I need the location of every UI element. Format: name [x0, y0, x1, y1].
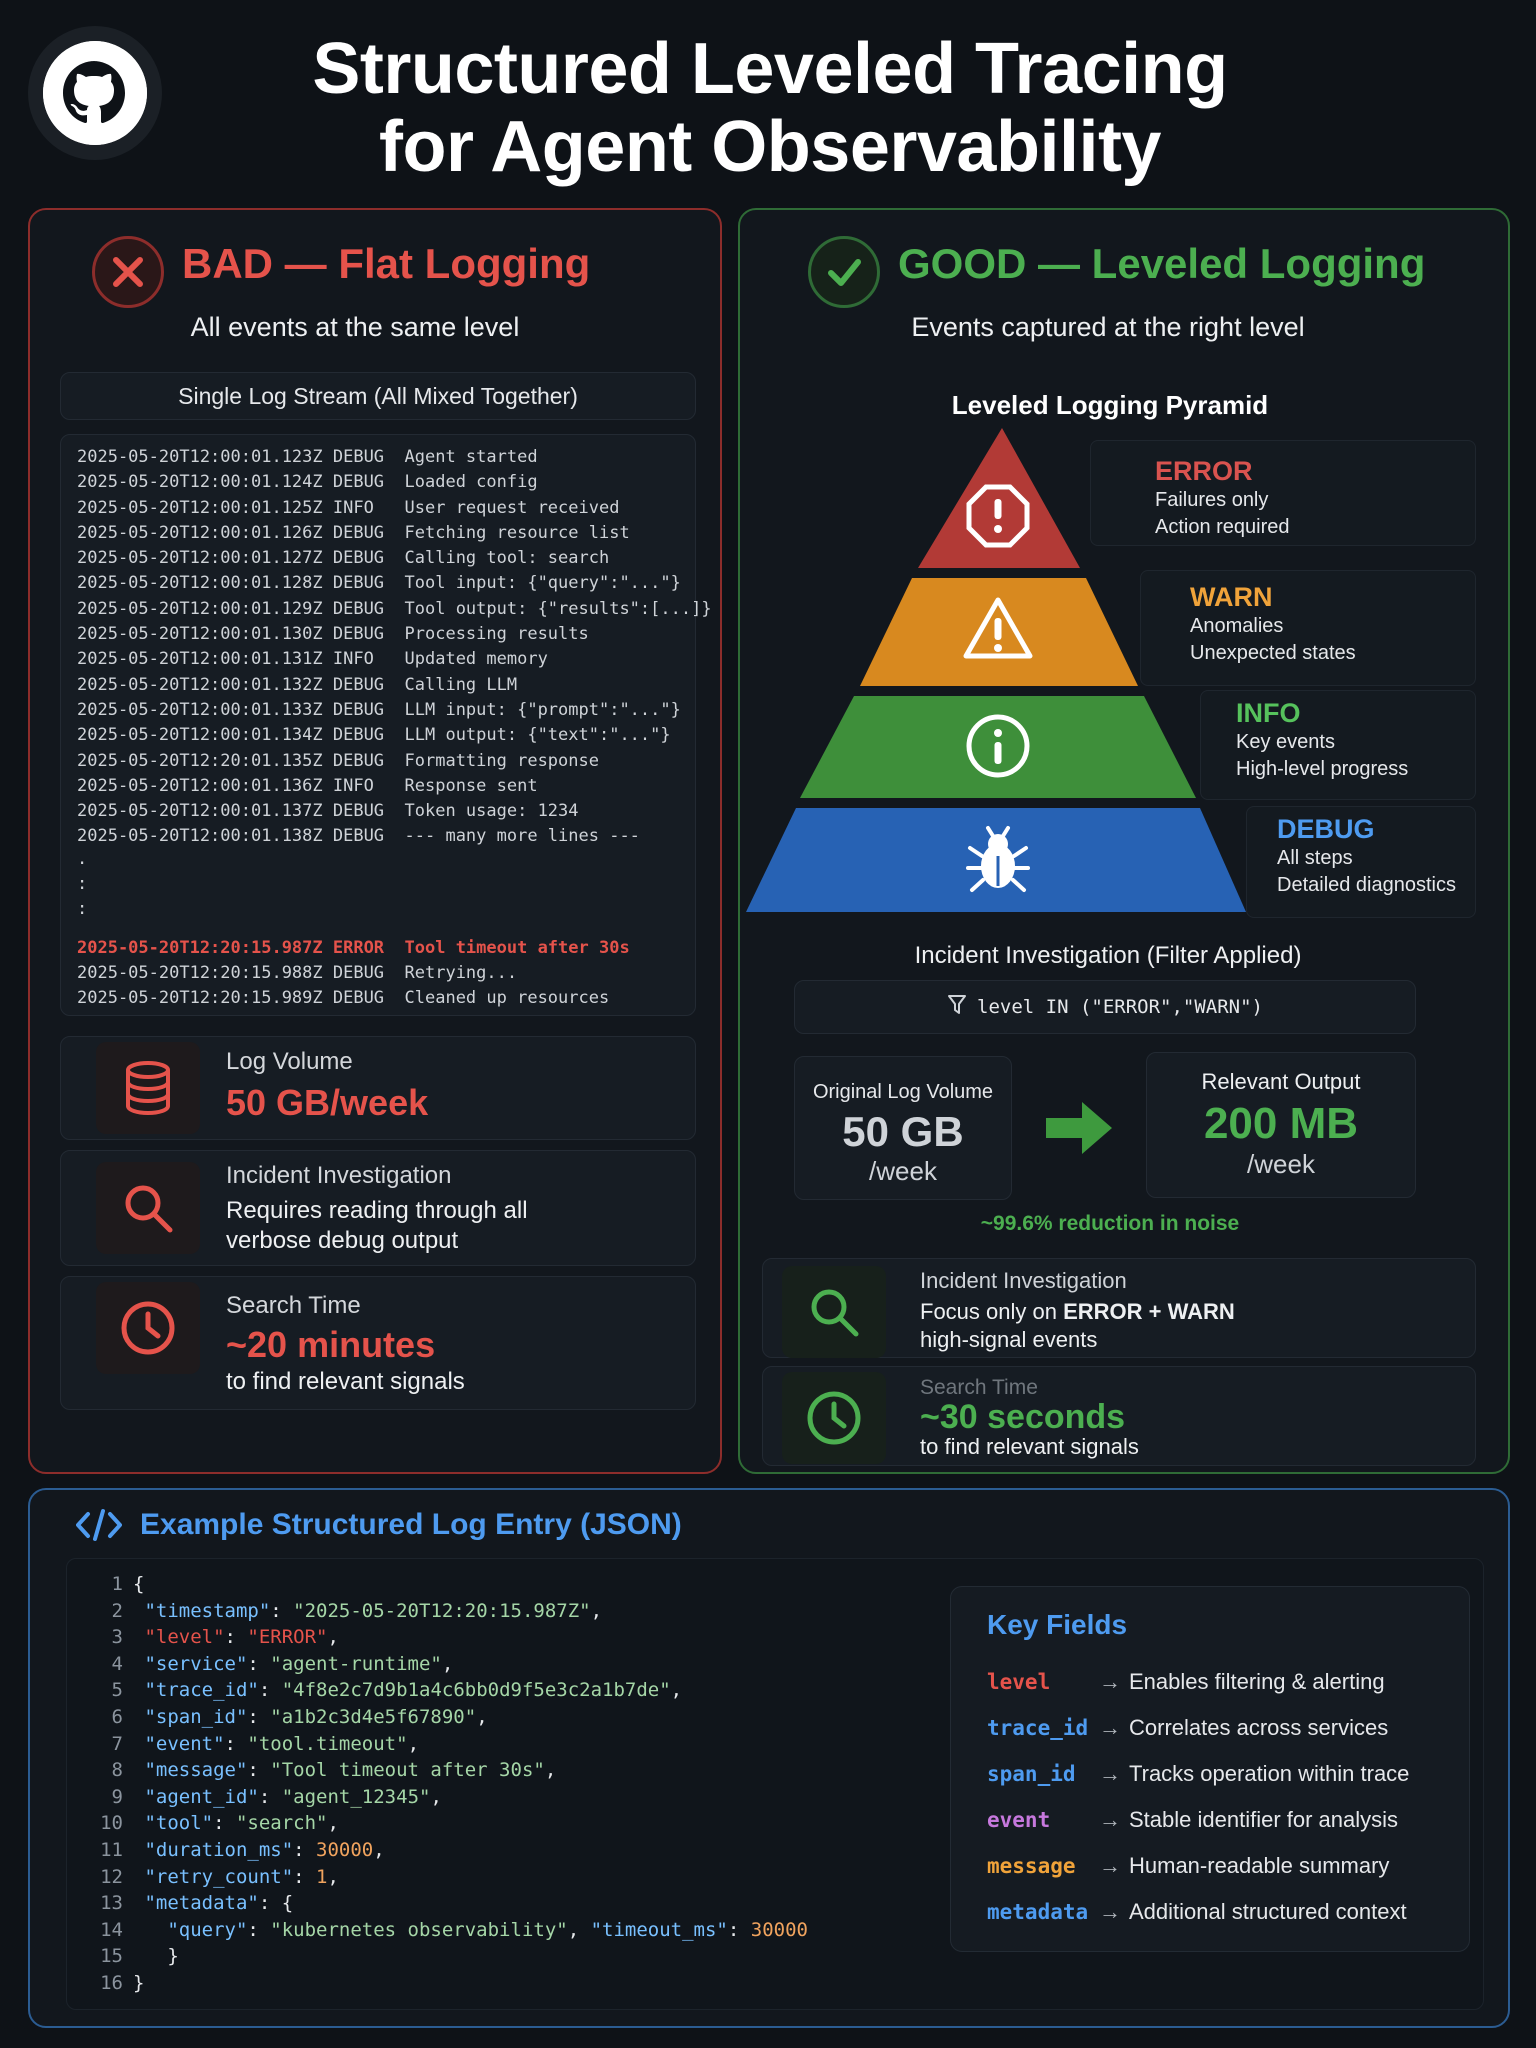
log-line: 2025-05-20T12:00:01.131Z INFO Updated memory [77, 649, 548, 670]
key-field-row [987, 1659, 1457, 1705]
log-line: 2025-05-20T12:00:01.128Z DEBUG Tool input: {"query":"..."} [77, 573, 681, 594]
key-field-row [987, 1889, 1457, 1935]
code-token: : [727, 1918, 751, 1941]
code-token: "Tool timeout after 30s" [270, 1759, 545, 1782]
bad-search-time-label: Search Time [226, 1292, 361, 1319]
arrow-icon: → [1099, 1761, 1121, 1786]
code-token: : [247, 1918, 271, 1941]
code-line [77, 1653, 808, 1680]
line-number: 14 [100, 1918, 123, 1941]
bad-title: BAD — Flat Logging [182, 240, 591, 287]
log-line: 2025-05-20T12:00:01.129Z DEBUG Tool output: {"results":[...]} [77, 598, 712, 619]
bad-investigation-line-1: Requires reading through all [226, 1197, 528, 1224]
relevant-output-value: 200 MB [1203, 1099, 1359, 1148]
code-line [77, 1600, 808, 1627]
key-field-desc: Stable identifier for analysis [1129, 1807, 1399, 1832]
json-example-title: Example Structured Log Entry (JSON) [140, 1508, 682, 1541]
code-lines [77, 1573, 808, 1999]
line-number: 3 [111, 1626, 123, 1649]
code-token: , [590, 1599, 603, 1622]
log-line: 2025-05-20T12:20:01.135Z DEBUG Formatting response [77, 750, 599, 771]
log-line: 2025-05-20T12:00:01.124Z DEBUG Loaded config [77, 472, 538, 493]
level-name-debug: DEBUG [1277, 814, 1375, 844]
filter-query-box[interactable] [794, 980, 1416, 1034]
log-line: 2025-05-20T12:00:01.125Z INFO User request received [77, 497, 620, 518]
code-line [77, 1679, 808, 1706]
clock-icon [782, 1372, 886, 1464]
key-field-desc: Enables filtering & alerting [1129, 1669, 1385, 1694]
relevant-output-card [1146, 1052, 1416, 1198]
line-number: 2 [111, 1599, 123, 1622]
log-ellipsis: : [77, 899, 88, 920]
code-token: : [247, 1652, 271, 1675]
code-token: "duration_ms" [133, 1838, 294, 1861]
key-fields-title: Key Fields [987, 1609, 1128, 1640]
arrow-right-icon [1044, 1098, 1114, 1163]
level-warn-text [1190, 582, 1356, 667]
code-token: : [247, 1759, 271, 1782]
code-token: "agent_12345" [281, 1785, 431, 1808]
key-fields-box [950, 1586, 1470, 1952]
code-line [77, 1786, 808, 1813]
pyramid-title: Leveled Logging Pyramid [951, 390, 1269, 420]
code-token: "ERROR" [247, 1626, 328, 1649]
log-line: 2025-05-20T12:00:01.138Z DEBUG --- many more lines --- [77, 826, 640, 847]
title-line-2: for Agent Observability [379, 107, 1161, 187]
code-token: "level" [133, 1626, 225, 1649]
line-number: 7 [111, 1732, 123, 1755]
code-token: , [430, 1785, 442, 1808]
code-line [77, 1972, 808, 1999]
level-desc-warn-2: Unexpected states [1190, 642, 1356, 664]
code-token: "retry_count" [133, 1865, 294, 1888]
code-line [77, 1839, 808, 1866]
log-volume-value: 50 GB/week [226, 1082, 429, 1123]
code-token: , [567, 1918, 591, 1941]
log-line: 2025-05-20T12:00:01.127Z DEBUG Calling tool: search [77, 548, 610, 569]
arrow-icon: → [1099, 1807, 1121, 1832]
code-token: "timeout_ms" [590, 1918, 728, 1941]
good-search-time-note: to find relevant signals [920, 1434, 1139, 1459]
code-line [77, 1866, 808, 1893]
arrow-icon: → [1099, 1669, 1121, 1694]
code-token: : [213, 1812, 236, 1835]
original-volume-card [794, 1056, 1012, 1200]
original-volume-value: 50 GB [842, 1108, 964, 1155]
search-icon [782, 1266, 886, 1358]
original-volume-label: Original Log Volume [812, 1081, 994, 1103]
good-title: GOOD — Leveled Logging [898, 240, 1426, 287]
bad-search-time-value: ~20 minutes [226, 1324, 436, 1365]
level-desc-error-1: Failures only [1155, 489, 1269, 511]
code-line [77, 1919, 808, 1946]
line-number: 6 [111, 1705, 123, 1728]
code-line [77, 1626, 808, 1653]
key-field-row [987, 1751, 1457, 1797]
code-token: : [293, 1838, 317, 1861]
code-token: , [476, 1705, 488, 1728]
good-search-time-value: ~30 seconds [920, 1398, 1126, 1436]
arrow-icon: → [1099, 1853, 1121, 1878]
log-line: 2025-05-20T12:00:01.133Z DEBUG LLM input: {"prompt":"..."} [77, 699, 681, 720]
code-token: "message" [133, 1759, 248, 1782]
level-name-error: ERROR [1155, 456, 1253, 486]
code-token: 30000 [316, 1838, 374, 1861]
log-lines [77, 447, 712, 1014]
line-number: 8 [111, 1759, 123, 1782]
code-token: , [373, 1838, 385, 1861]
code-token: "span_id" [133, 1705, 248, 1728]
code-token: , [544, 1759, 557, 1782]
log-line: 2025-05-20T12:00:01.137Z DEBUG Token usage: 1234 [77, 801, 579, 822]
code-token: , [441, 1652, 454, 1675]
x-icon [92, 236, 164, 308]
code-token: , [327, 1865, 339, 1888]
arrow-icon: → [1099, 1715, 1121, 1740]
bad-investigation-label: Incident Investigation [226, 1162, 452, 1189]
log-line: 2025-05-20T12:20:15.989Z DEBUG Cleaned up resources [77, 988, 610, 1009]
level-error-text [1155, 456, 1290, 541]
key-field-name: trace_id [987, 1716, 1089, 1740]
page-title [170, 30, 1370, 186]
key-field-desc: Correlates across services [1129, 1715, 1389, 1740]
key-field-desc: Tracks operation within trace [1129, 1761, 1410, 1786]
code-token: "agent_id" [133, 1785, 259, 1808]
key-field-name: span_id [987, 1762, 1076, 1786]
level-desc-info-2: High-level progress [1236, 758, 1409, 780]
code-token: "a1b2c3d4e5f67890" [270, 1705, 477, 1728]
line-number: 11 [100, 1838, 123, 1861]
level-desc-info-1: Key events [1236, 731, 1335, 753]
line-number: 9 [111, 1785, 123, 1808]
good-search-time-label: Search Time [920, 1376, 1038, 1399]
code-token: , [407, 1732, 420, 1755]
key-fields-list [987, 1659, 1457, 1935]
code-line [77, 1945, 808, 1972]
search-icon [96, 1162, 200, 1254]
bad-search-time-note: to find relevant signals [226, 1368, 465, 1395]
filter-query: level IN ("ERROR","WARN") [977, 996, 1263, 1018]
code-token: : [258, 1679, 282, 1702]
code-token: "metadata" [133, 1892, 259, 1915]
key-field-name: metadata [987, 1900, 1089, 1924]
relevant-output-label: Relevant Output [1201, 1069, 1361, 1094]
level-name-info: INFO [1236, 698, 1301, 728]
log-ellipsis: . [77, 848, 88, 869]
code-token: { [133, 1573, 145, 1595]
level-desc-debug-1: All steps [1277, 847, 1353, 869]
code-token: , [327, 1812, 339, 1835]
good-investigation-text [920, 1298, 1235, 1354]
code-token: "search" [235, 1812, 328, 1835]
check-icon [808, 236, 880, 308]
key-field-desc: Human-readable summary [1129, 1853, 1390, 1878]
database-icon [96, 1042, 200, 1134]
code-token: : { [258, 1892, 294, 1915]
code-line [77, 1706, 808, 1733]
line-number: 5 [111, 1679, 123, 1702]
code-token: : [258, 1785, 282, 1808]
github-icon [43, 41, 147, 145]
line-number: 10 [100, 1812, 123, 1835]
filter-icon [947, 994, 967, 1021]
code-line [77, 1573, 808, 1600]
arrow-icon: → [1099, 1899, 1121, 1924]
code-token: "kubernetes observability" [270, 1918, 568, 1941]
log-line: 2025-05-20T12:00:01.134Z DEBUG LLM output: {"text":"..."} [77, 725, 671, 746]
title-line-1: Structured Leveled Tracing [312, 29, 1228, 109]
code-token: 30000 [750, 1918, 808, 1941]
key-field-name: event [987, 1808, 1051, 1832]
level-info-text [1236, 698, 1408, 783]
code-token: "tool.timeout" [247, 1732, 408, 1755]
key-field-row [987, 1797, 1457, 1843]
code-token: , [327, 1626, 339, 1649]
filter-section-title: Incident Investigation (Filter Applied) [914, 942, 1302, 969]
level-desc-debug-2: Detailed diagnostics [1277, 874, 1456, 896]
code-line [77, 1892, 808, 1919]
log-volume-label: Log Volume [226, 1048, 353, 1075]
code-token: } [133, 1945, 179, 1968]
line-number: 16 [100, 1971, 123, 1994]
code-token: , [670, 1679, 683, 1702]
code-token: "trace_id" [133, 1679, 259, 1702]
code-token: : [247, 1705, 271, 1728]
key-field-name: level [987, 1670, 1051, 1694]
bad-subtitle: All events at the same level [190, 312, 520, 342]
line-number: 12 [100, 1865, 123, 1888]
code-token: "timestamp" [133, 1599, 271, 1622]
log-line: 2025-05-20T12:00:01.136Z INFO Response sent [77, 775, 538, 796]
log-ellipsis: : [77, 874, 88, 895]
code-token: "service" [133, 1652, 248, 1675]
code-token: 1 [316, 1865, 328, 1888]
good-investigation-label: Incident Investigation [920, 1268, 1127, 1293]
log-line: 2025-05-20T12:00:01.132Z DEBUG Calling LLM [77, 674, 518, 695]
good-subtitle: Events captured at the right level [911, 312, 1305, 342]
code-token: } [133, 1971, 145, 1994]
log-line: 2025-05-20T12:00:01.126Z DEBUG Fetching resource list [77, 522, 630, 543]
line-number: 15 [100, 1945, 123, 1968]
original-volume-unit: /week [869, 1156, 937, 1186]
code-token: "4f8e2c7d9b1a4c6bb0d9f5e3c2a1b7de" [281, 1679, 671, 1702]
level-desc-error-2: Action required [1155, 516, 1290, 538]
code-token: : [224, 1732, 248, 1755]
line-number: 13 [100, 1892, 123, 1915]
log-line: 2025-05-20T12:20:15.988Z DEBUG Retrying... [77, 962, 518, 983]
key-field-desc: Additional structured context [1129, 1899, 1407, 1924]
code-token: : [270, 1599, 294, 1622]
code-icon [76, 1508, 122, 1547]
level-name-warn: WARN [1190, 582, 1273, 612]
line-number: 1 [111, 1573, 123, 1595]
code-token: : [293, 1865, 317, 1888]
code-token: "query" [133, 1918, 248, 1941]
code-token: "tool" [133, 1812, 214, 1835]
code-line [77, 1759, 808, 1786]
code-token: "2025-05-20T12:20:15.987Z" [293, 1599, 591, 1622]
log-line: 2025-05-20T12:00:01.130Z DEBUG Processing results [77, 624, 589, 645]
log-line: 2025-05-20T12:20:15.987Z ERROR Tool timeout after 30s [77, 937, 630, 958]
good-investigation-bold: ERROR + WARN [1063, 1299, 1235, 1324]
relevant-output-unit: /week [1247, 1149, 1315, 1179]
log-line: 2025-05-20T12:00:01.123Z DEBUG Agent started [77, 447, 538, 467]
key-field-row [987, 1843, 1457, 1889]
code-token: : [224, 1626, 248, 1649]
code-token: "agent-runtime" [270, 1652, 442, 1675]
code-token: "event" [133, 1732, 225, 1755]
log-stream-header: Single Log Stream (All Mixed Together) [60, 372, 696, 420]
good-investigation-pre: Focus only on [920, 1299, 1064, 1324]
log-stream[interactable] [60, 434, 712, 1016]
level-desc-warn-1: Anomalies [1190, 615, 1284, 637]
bad-investigation-line-2: verbose debug output [226, 1227, 459, 1254]
clock-icon [96, 1282, 200, 1374]
github-logo [28, 26, 162, 160]
key-field-row [987, 1705, 1457, 1751]
noise-reduction: ~99.6% reduction in noise [980, 1212, 1240, 1235]
key-field-name: message [987, 1854, 1076, 1878]
line-number: 4 [111, 1652, 123, 1675]
bad-investigation-text [226, 1196, 528, 1256]
good-investigation-line-2: high-signal events [920, 1327, 1098, 1352]
level-debug-text [1277, 814, 1456, 899]
code-line [77, 1812, 808, 1839]
code-line [77, 1733, 808, 1760]
